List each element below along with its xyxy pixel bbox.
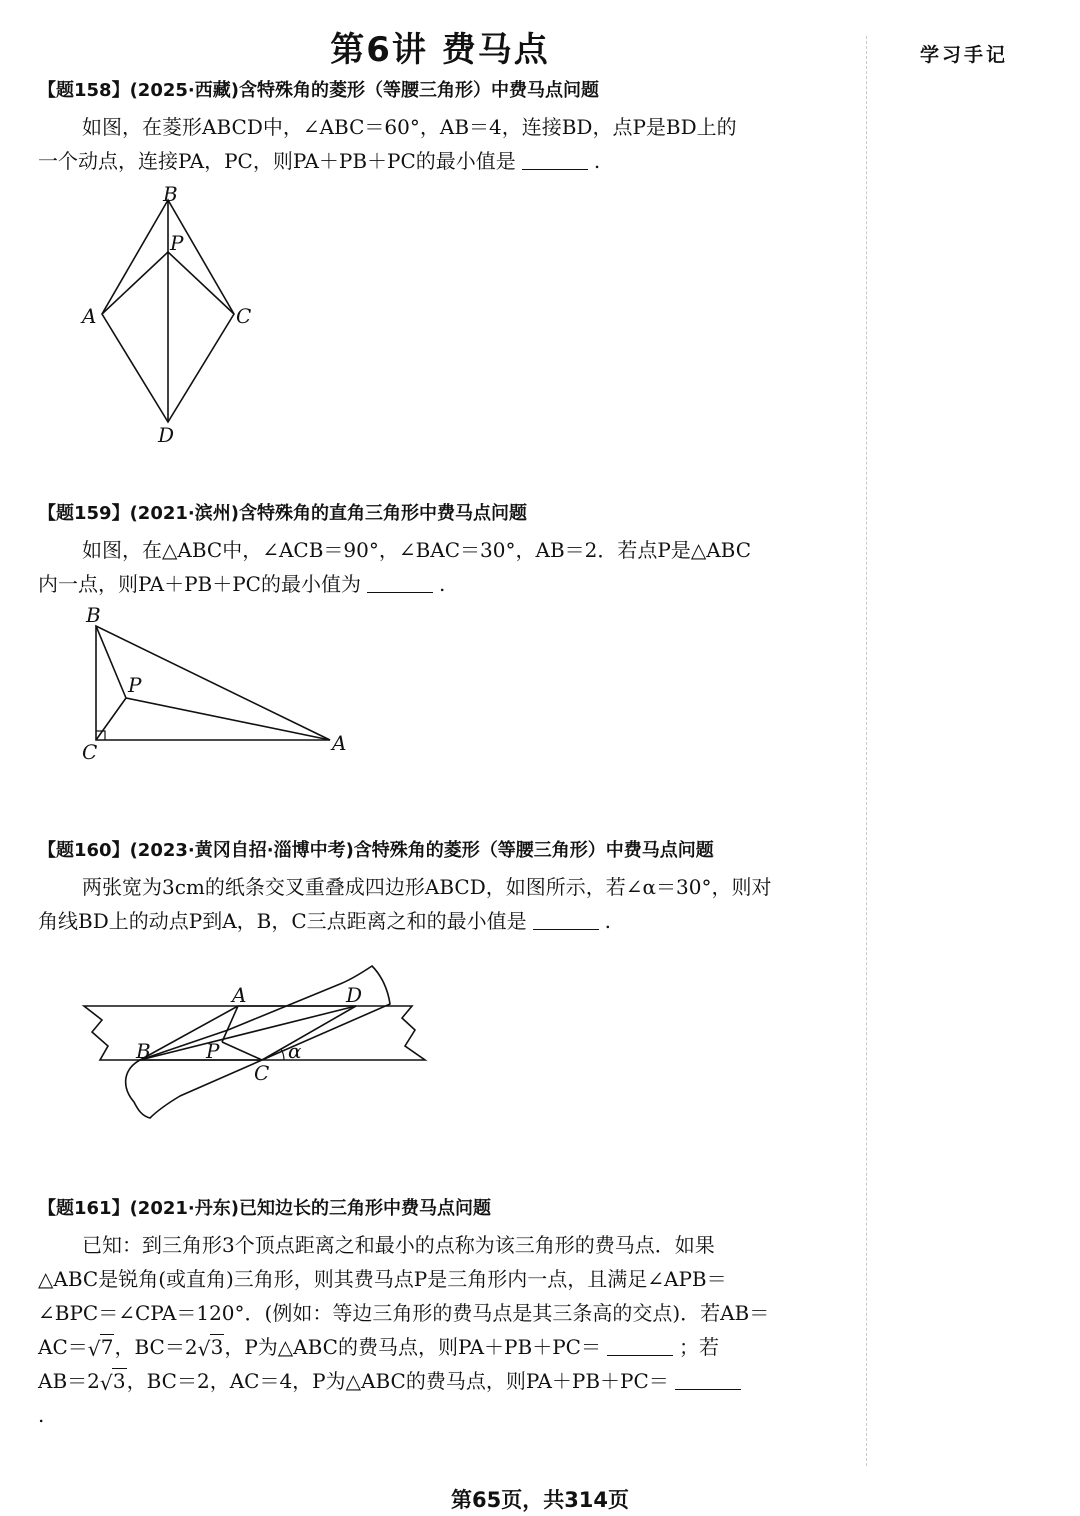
- problem-text: [38, 533, 848, 601]
- label-B: B: [86, 603, 101, 627]
- sqrt-expression: √ 3: [198, 1335, 225, 1359]
- problem-line: AC＝: [38, 1335, 88, 1359]
- problem-line: 两张宽为3cm的纸条交叉重叠成四边形ABCD，如图所示，若∠α＝30°，则对: [82, 875, 772, 899]
- problem-header: 【题160】(2023·黄冈自招·淄博中考)含特殊角的菱形（等腰三角形）中费马点问题: [38, 840, 714, 861]
- page-title: 第6讲 费马点: [330, 30, 550, 70]
- problem-158: [38, 78, 848, 178]
- notes-divider: [866, 36, 867, 1466]
- label-D: D: [346, 983, 363, 1007]
- problem-line: ，BC＝2，AC＝4，P为△ABC的费马点，则PA＋PB＋PC＝: [126, 1369, 669, 1393]
- right-triangle-figure: [70, 600, 370, 770]
- label-B: B: [163, 182, 178, 206]
- paper-strips-figure: [70, 960, 450, 1130]
- study-notes-label: 学习手记: [920, 44, 1009, 66]
- problem-line: 一个动点，连接PA，PC，则PA＋PB＋PC的最小值是: [38, 149, 516, 173]
- answer-blank[interactable]: [522, 149, 588, 170]
- label-C: C: [236, 304, 252, 328]
- answer-blank[interactable]: [675, 1369, 741, 1390]
- sqrt-expression: √ 7: [88, 1335, 115, 1359]
- problem-line: AB＝2: [38, 1369, 100, 1393]
- problem-text: [38, 110, 848, 178]
- problem-header: 【题158】(2025·西藏)含特殊角的菱形（等腰三角形）中费马点问题: [38, 80, 599, 101]
- period: .: [38, 1403, 45, 1427]
- problem-line: ，BC＝2: [114, 1335, 198, 1359]
- rhombus-figure: [70, 178, 290, 450]
- sqrt-expression: √ 3: [100, 1369, 127, 1393]
- problem-159: [38, 501, 848, 601]
- label-A: A: [332, 731, 347, 755]
- problem-line: 角线BD上的动点P到A，B，C三点距离之和的最小值是: [38, 909, 527, 933]
- problem-header: 【题159】(2021·滨州)含特殊角的直角三角形中费马点问题: [38, 503, 527, 524]
- label-A: A: [82, 304, 97, 328]
- label-D: D: [158, 423, 175, 447]
- label-P: P: [206, 1039, 220, 1063]
- problem-text: [38, 870, 848, 938]
- problem-header: 【题161】(2021·丹东)已知边长的三角形中费马点问题: [38, 1198, 491, 1219]
- problem-line: 如图，在菱形ABCD中，∠ABC＝60°，AB＝4，连接BD，点P是BD上的: [82, 115, 737, 139]
- problem-line: ∠BPC＝∠CPA＝120°．(例如：等边三角形的费马点是其三条高的交点)．若AB＝: [38, 1301, 770, 1325]
- answer-blank[interactable]: [367, 572, 433, 593]
- page-footer: 第65页，共314页: [450, 1488, 630, 1512]
- problem-line: 如图，在△ABC中，∠ACB＝90°，∠BAC＝30°，AB＝2．若点P是△ABC: [82, 538, 752, 562]
- problem-line: △ABC是锐角(或直角)三角形，则其费马点P是三角形内一点，且满足∠APB＝: [38, 1267, 727, 1291]
- problem-line: 内一点，则PA＋PB＋PC的最小值为: [38, 572, 361, 596]
- problem-160: [38, 838, 848, 938]
- label-C: C: [254, 1061, 270, 1085]
- problem-161: [38, 1196, 848, 1432]
- problem-text: [38, 1228, 848, 1432]
- problem-line: ；若: [678, 1335, 719, 1359]
- period: .: [593, 149, 601, 173]
- answer-blank[interactable]: [607, 1335, 673, 1356]
- label-P: P: [128, 673, 142, 697]
- problem-line: 已知：到三角形3个顶点距离之和最小的点称为该三角形的费马点．如果: [82, 1233, 715, 1257]
- label-C: C: [82, 740, 98, 764]
- problem-line: ，P为△ABC的费马点，则PA＋PB＋PC＝: [224, 1335, 601, 1359]
- label-alpha: α: [288, 1039, 302, 1063]
- label-A: A: [232, 983, 247, 1007]
- answer-blank[interactable]: [533, 909, 599, 930]
- label-B: B: [136, 1039, 151, 1063]
- period: .: [438, 572, 446, 596]
- label-P: P: [170, 231, 184, 255]
- period: .: [604, 909, 611, 933]
